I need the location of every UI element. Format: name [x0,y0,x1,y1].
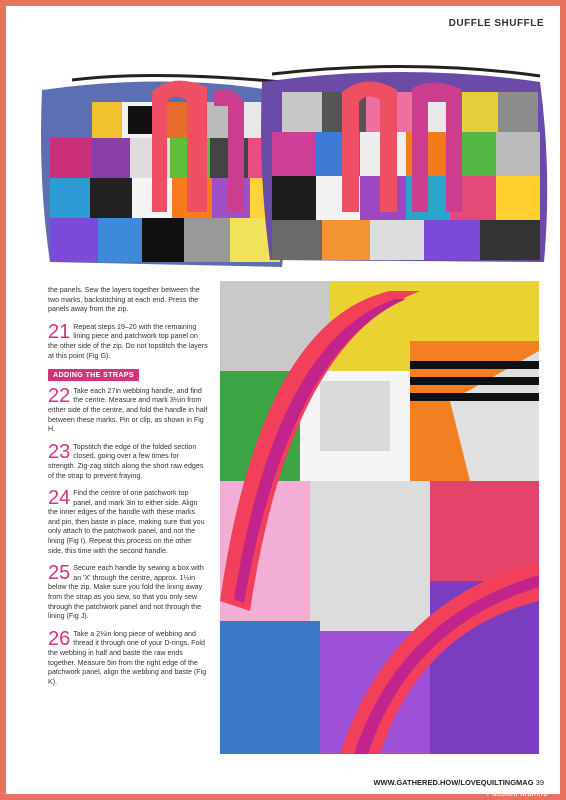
intro-paragraph: the panels. Sew the layers together between the two marks, backstitching at each end. Press the panels away from the zip. [48,286,200,314]
step-text: Take each 27in webbing handle, and find the centre. Measure and mark 3½in from either side of the centre, and fold the handle in half between these marks. Pin or clip, as shown in Fig H. [48,386,208,434]
step-23 [48,440,208,481]
step-number: 23 [48,440,71,463]
section-heading: ADDING THE STRAPS [48,369,139,381]
step-number: 24 [48,487,71,510]
watermark: PassionForum.ru [487,789,548,798]
step-26 [48,627,208,688]
duffle-bags-photo [32,62,552,280]
page-number: 39 [535,778,544,787]
step-text: Topstitch the edge of the folded section closed, going over a few times for strength. Zig-zag stitch along the short raw edges of the strap to prevent fraying. [48,442,204,480]
magazine-page [6,6,560,794]
strap-closeup-photo [220,281,539,754]
step-number: 26 [48,627,71,650]
step-text: Take a 2½in long piece of webbing and thread it through one of your D-rings. Fold the webbing in half and baste the raw ends together. Measure 5in from the right edge of the patchwork panel, align the webbing and baste (Fig K). [48,629,207,686]
instructions-column [48,286,208,695]
step-25 [48,564,208,622]
step-24 [48,489,208,556]
step-number: 25 [48,562,71,585]
step-text: Secure each handle by sewing a box with an 'X' through the centre, approx. 1½in below the zip. Make sure you fold the lining away from the strap as you sew, so that you only sew through the patchwork panel and not through the lining (Fig J). [48,564,204,621]
footer-url: WWW.GATHERED.HOW/LOVEQUILTINGMAG [373,778,534,787]
page-footer [373,778,544,787]
step-21 [48,320,208,361]
step-text: Repeat steps 19–20 with the remaining lining piece and patchwork top panel on the other side of the zip. Do not topstitch the layers at this point (Fig G). [48,322,208,360]
step-text: Find the centre of one patchwork top panel, and mark 3in to either side. Align the inner edges of the handle with these marks and pin, then baste in place, making sure that you only attach to the patchwork panel, and not the lining (Fig I). Repeat this process on the other side, this time with the second handle. [48,489,205,555]
page-header: DUFFLE SHUFFLE [448,18,544,29]
step-number: 21 [48,320,71,343]
step-number: 22 [48,384,71,407]
step-22 [48,384,208,435]
